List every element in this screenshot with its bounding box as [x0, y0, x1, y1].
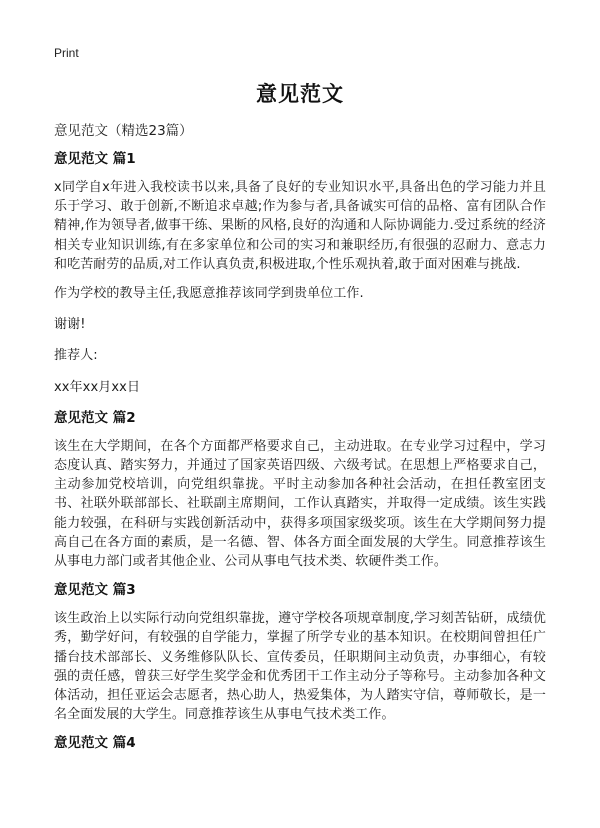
- document-body: [54, 150, 546, 762]
- section-heading: 意见范文 篇1: [54, 151, 136, 167]
- paragraph: 该生在大学期间，在各个方面都严格要求自己，主动进取。在专业学习过程中，学习态度认真、踏实努力，并通过了国家英语四级、六级考试。在思想上严格要求自己，主动参加党校培训，向党组织靠拢。平时主动参加各种社会活动，在担任教室团支书、社联外联部部长、社联副主席期间，工作认真踏实，并取得一定成绩。该生实践能力较强，在科研与实践创新活动中，获得多项国家级奖项。该生在大学期间努力提高自己在各方面的素质，是一名德、智、体各方面全面发展的大学生。同意推荐该生从事电力部门或者其他企业、公司从事电气技术类、软硬件类工作。: [54, 438, 546, 570]
- section-1: [54, 150, 546, 397]
- section-3: [54, 581, 546, 724]
- paragraph: 推荐人:: [54, 348, 98, 364]
- section-heading: 意见范文 篇4: [54, 735, 136, 752]
- document-subtitle: 意见范文（精选23篇）: [54, 123, 193, 139]
- paragraph: x同学自x年进入我校读书以来,具备了良好的专业知识水平,具备出色的学习能力并且乐于学习、敢于创新,不断追求卓越;作为参与者,具备诚实可信的品格、富有团队合作精神,作为领导者,做事干练、果断的风格,良好的沟通和人际协调能力.受过系统的经济相关专业知识训练,有在多家单位和公司的实习和兼职经历,有很强的忍耐力、意志力和吃苦耐劳的品质,对工作认真负责,积极进取,个性乐观执着,敢于面对困难与挑战.: [54, 180, 546, 272]
- section-2: [54, 409, 546, 571]
- paragraph: 作为学校的教导主任,我愿意推荐该同学到贵单位工作.: [54, 286, 364, 302]
- date-line: xx年xx月xx日: [54, 379, 141, 395]
- page-title: 意见范文: [256, 82, 344, 106]
- paragraph: 谢谢!: [54, 317, 86, 333]
- print-label[interactable]: Print: [54, 46, 79, 60]
- section-heading: 意见范文 篇3: [54, 582, 136, 599]
- paragraph: 该生政治上以实际行动向党组织靠拢，遵守学校各项规章制度,学习刻苦钻研，成绩优秀，勤学好问，有较强的自学能力，掌握了所学专业的基本知识。在校期间曾担任广播台技术部部长、义务维修队队长、宣传委员，任职期间主动负责，办事细心，有较强的责任感，曾获三好学生奖学金和优秀团干工作主动分子等称号。主动参加各种文体活动，担任亚运会志愿者，热心助人，热爱集体，为人踏实守信，尊师敬长，是一名全面发展的大学生。同意推荐该生从事电气技术类工作。: [54, 611, 546, 723]
- section-heading: 意见范文 篇2: [54, 409, 136, 426]
- section-4: [54, 734, 546, 752]
